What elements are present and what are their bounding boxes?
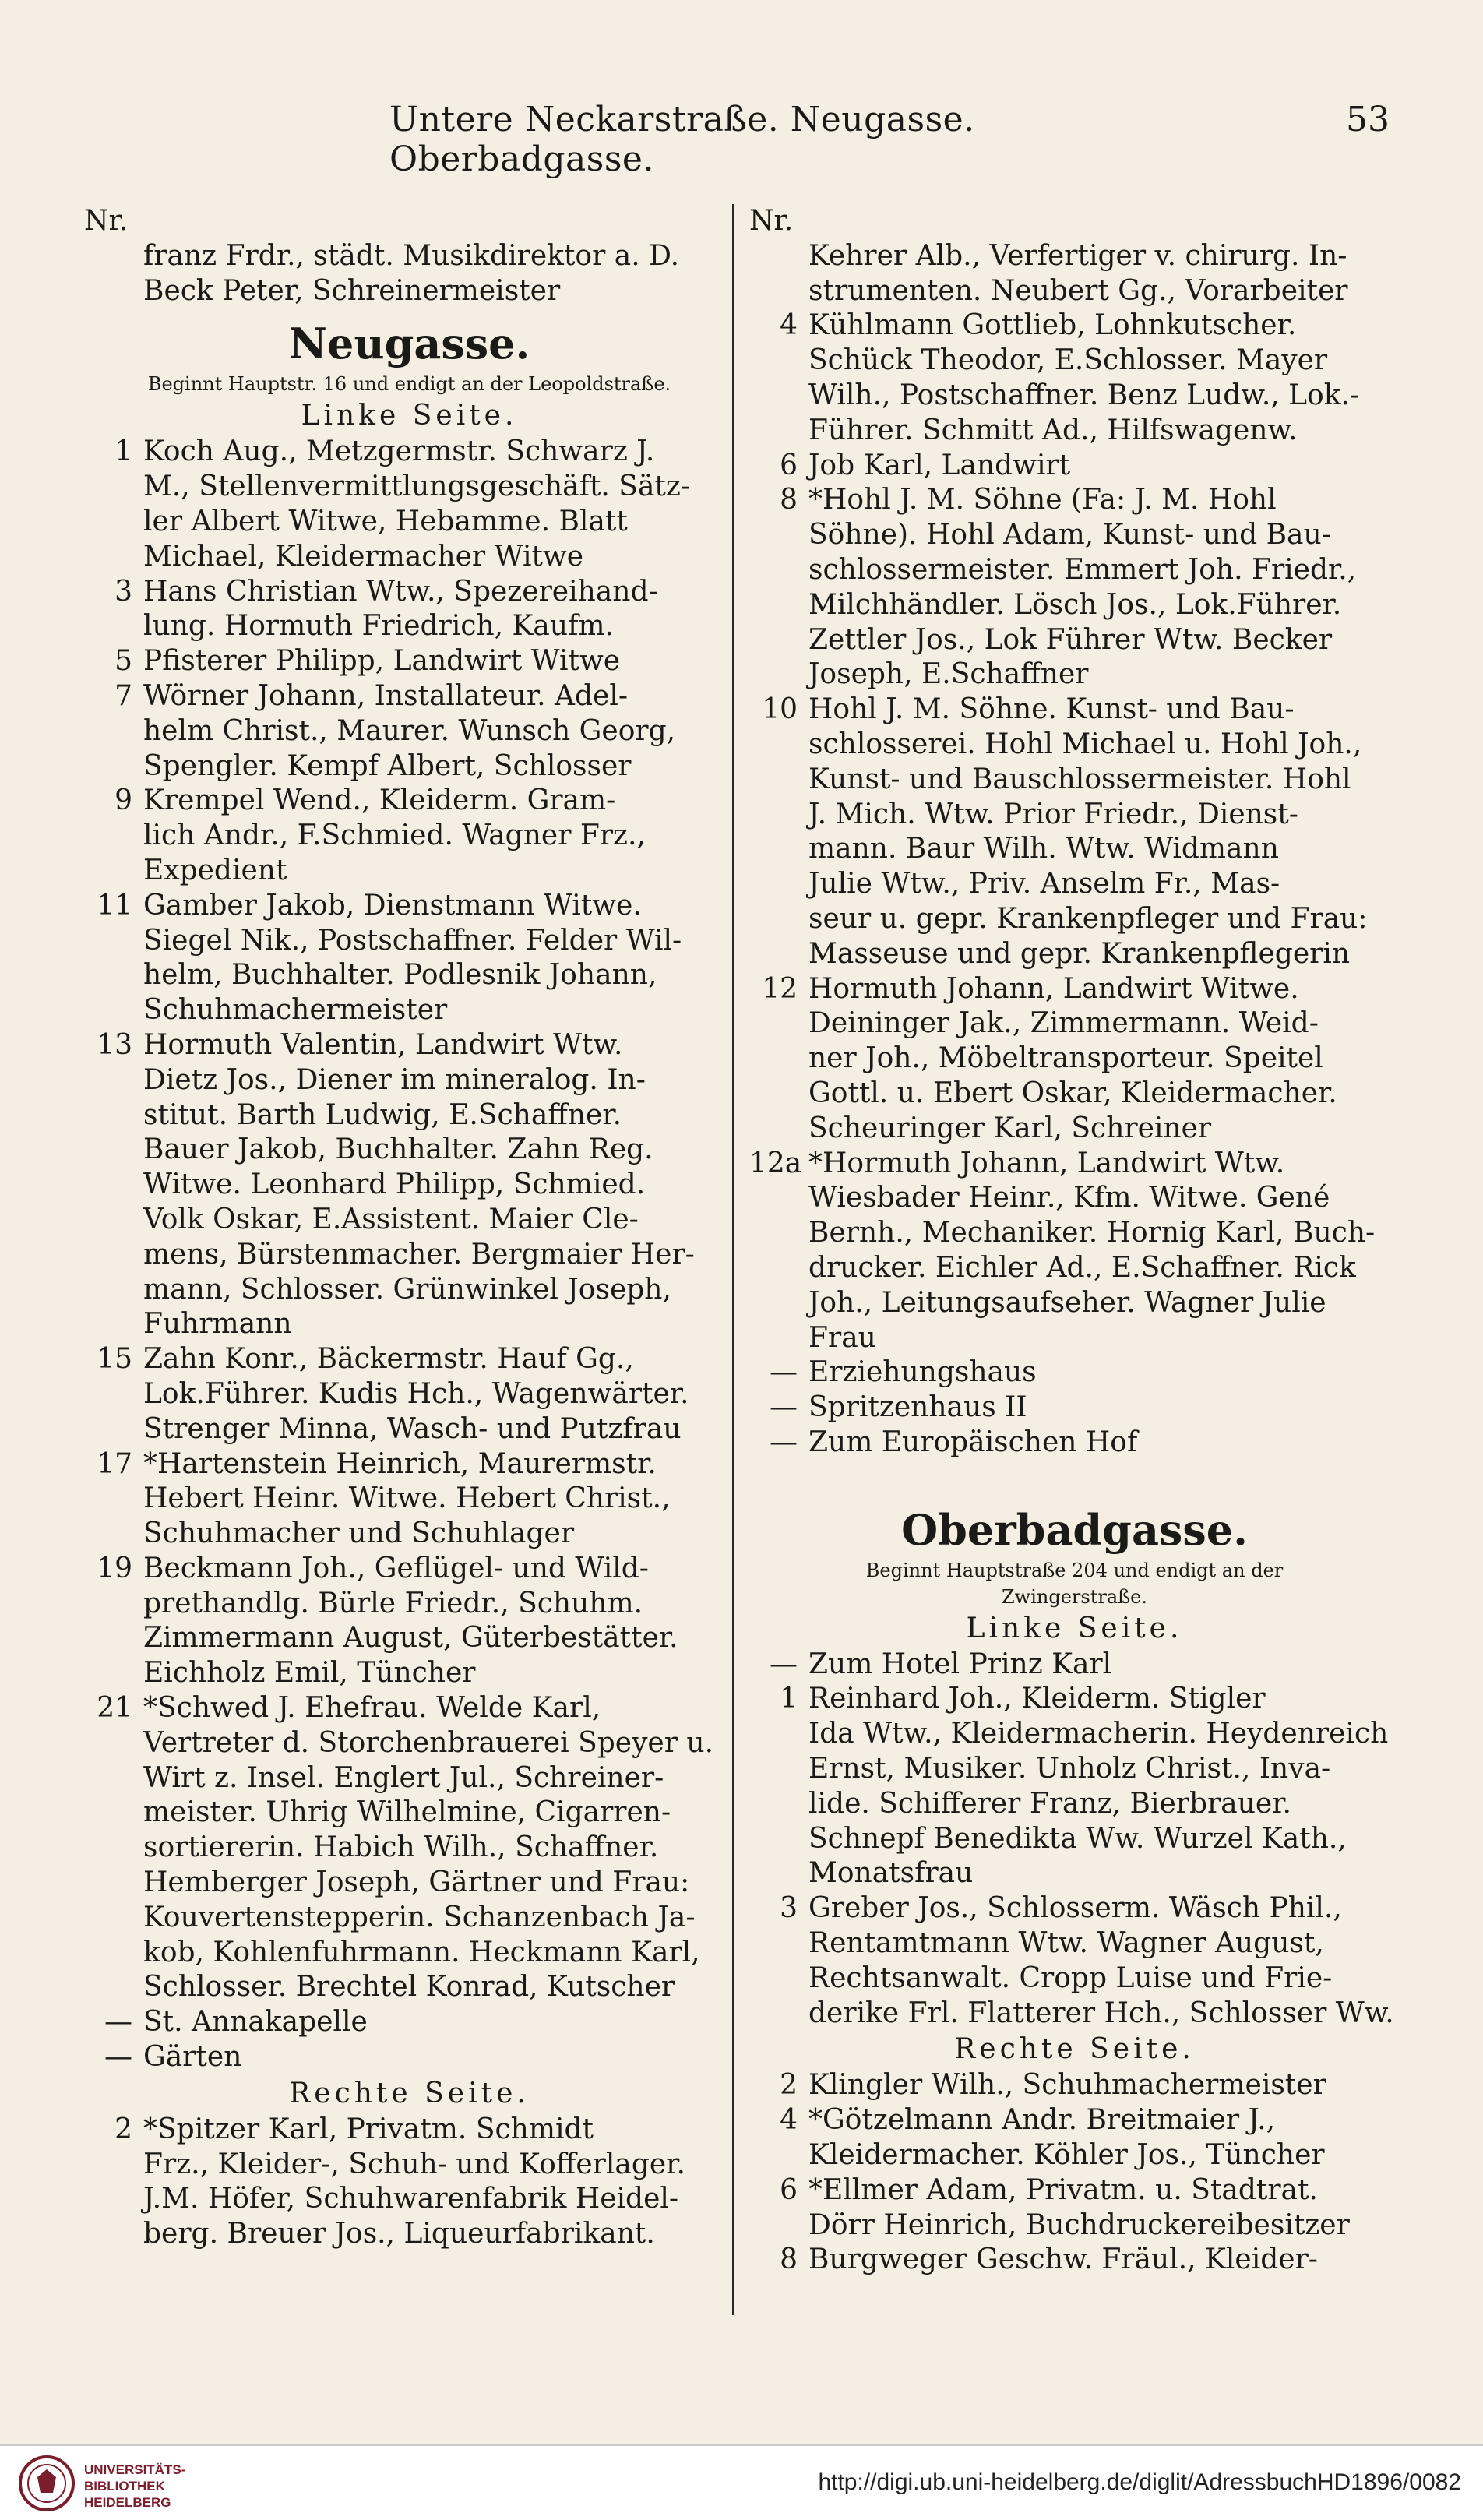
directory-entry bbox=[749, 2103, 1400, 2173]
entry-text: *Hohl J. M. Söhne (Fa: J. M. Hohl bbox=[808, 484, 1277, 516]
spacer bbox=[749, 1461, 1400, 1495]
text-line: Beck Peter, Schreinermeister bbox=[143, 274, 561, 307]
directory-entry bbox=[749, 972, 1400, 1147]
entry-line bbox=[749, 1926, 1400, 1961]
entry-line bbox=[84, 1238, 734, 1273]
entry-line bbox=[84, 2040, 734, 2075]
house-number: 12 bbox=[762, 972, 798, 1005]
entry-text: J.M. Höfer, Schuhwarenfabrik Heidel- bbox=[143, 2183, 679, 2215]
entry-text: Reinhard Joh., Kleiderm. Stigler bbox=[808, 1683, 1266, 1715]
entry-text: Spritzenhaus II bbox=[808, 1391, 1027, 1424]
entry-text: Schnepf Benedikta Ww. Wurzel Kath., bbox=[808, 1822, 1347, 1855]
entry-line bbox=[749, 867, 1400, 902]
entry-text: lich Andr., F.Schmied. Wagner Frz., bbox=[143, 819, 646, 852]
house-number: 2 bbox=[780, 2069, 798, 2102]
side-heading-right: Rechte Seite. bbox=[954, 2033, 1195, 2066]
entry-line bbox=[749, 1006, 1400, 1041]
entry-line bbox=[749, 1961, 1400, 1997]
entry-line bbox=[749, 1216, 1400, 1251]
entry-text: Zimmermann August, Güterbestätter. bbox=[143, 1622, 678, 1655]
entry-text: Greber Jos., Schlosserm. Wäsch Phil., bbox=[808, 1892, 1342, 1925]
directory-entry bbox=[84, 1342, 734, 1447]
entry-line bbox=[749, 2208, 1400, 2243]
entry-text: Gärten bbox=[143, 2041, 242, 2074]
entry-text: Kouvertenstepperin. Schanzenbach Ja- bbox=[143, 1901, 696, 1933]
entry-line bbox=[749, 1891, 1400, 1926]
entry-line bbox=[749, 1077, 1400, 1112]
entry-line bbox=[84, 993, 734, 1028]
running-title: Untere Neckarstraße. Neugasse. Oberbadgasse. bbox=[389, 100, 975, 179]
entry-line bbox=[749, 1717, 1400, 1752]
library-line-3: HEIDELBERG bbox=[84, 2495, 171, 2510]
entry-line bbox=[84, 1203, 734, 1238]
entry-text: schlossermeister. Emmert Joh. Friedr., bbox=[808, 553, 1357, 586]
house-number: — bbox=[104, 2006, 132, 2039]
entry-text: Krempel Wend., Kleiderm. Gram- bbox=[143, 784, 616, 817]
entry-text: Dietz Jos., Diener im mineralog. In- bbox=[143, 1063, 646, 1096]
entry-text: berg. Breuer Jos., Liqueurfabrikant. bbox=[143, 2218, 655, 2250]
entry-line bbox=[749, 1355, 1400, 1390]
entry-text: Hemberger Joseph, Gärtner und Frau: bbox=[143, 1866, 690, 1899]
directory-entry bbox=[749, 2173, 1400, 2243]
entry-line bbox=[84, 2005, 734, 2040]
entry-text: Klingler Wilh., Schuhmachermeister bbox=[808, 2069, 1326, 2102]
entry-text: Burgweger Geschw. Fräul., Kleider- bbox=[808, 2243, 1318, 2276]
continuation-block bbox=[749, 239, 1400, 309]
directory-entry bbox=[84, 784, 734, 888]
entry-line bbox=[84, 609, 734, 644]
entry-text: Zahn Konr., Bäckermstr. Hauf Gg., bbox=[143, 1343, 634, 1376]
street-note-oberbadgasse-1: Beginnt Hauptstraße 204 und endigt an der bbox=[865, 1559, 1284, 1581]
entry-line bbox=[749, 832, 1400, 867]
house-number: 15 bbox=[97, 1343, 132, 1376]
entry-line bbox=[749, 1390, 1400, 1426]
entry-text: Deininger Jak., Zimmermann. Weid- bbox=[808, 1007, 1319, 1040]
entry-text: Hormuth Valentin, Landwirt Wtw. bbox=[143, 1028, 623, 1061]
entry-text: Joseph, E.Schaffner bbox=[808, 658, 1089, 691]
entry-text: Ida Wtw., Kleidermacherin. Heydenreich bbox=[808, 1718, 1389, 1750]
entries-neugasse-right bbox=[84, 2113, 734, 2252]
entry-text: Bauer Jakob, Buchhalter. Zahn Reg. bbox=[143, 1133, 653, 1166]
entry-text: J. Mich. Wtw. Prior Friedr., Dienst- bbox=[808, 798, 1298, 830]
house-number: 3 bbox=[114, 575, 132, 608]
entry-line bbox=[84, 1936, 734, 1971]
entry-line bbox=[84, 819, 734, 854]
entry-text: Bernh., Mechaniker. Hornig Karl, Buch- bbox=[808, 1217, 1376, 1249]
entry-line bbox=[749, 1682, 1400, 1717]
entry-line bbox=[84, 1028, 734, 1063]
entry-text: Beckmann Joh., Geflügel- und Wild- bbox=[143, 1552, 649, 1584]
entry-line bbox=[84, 1970, 734, 2005]
entry-text: mann. Baur Wilh. Wtw. Widmann bbox=[808, 833, 1279, 865]
university-seal-icon[interactable] bbox=[17, 2454, 76, 2513]
entry-line bbox=[749, 2138, 1400, 2173]
entry-text: Lok.Führer. Kudis Hch., Wagenwärter. bbox=[143, 1377, 689, 1410]
directory-entry bbox=[749, 483, 1400, 693]
house-number: 21 bbox=[97, 1692, 132, 1725]
library-name[interactable] bbox=[84, 2462, 185, 2511]
entry-text: Job Karl, Landwirt bbox=[808, 449, 1071, 481]
entry-text: Expedient bbox=[143, 854, 287, 886]
side-heading-left: Linke Seite. bbox=[966, 1612, 1183, 1644]
entry-line bbox=[84, 1168, 734, 1203]
directory-entry bbox=[749, 2243, 1400, 2278]
entry-line bbox=[749, 588, 1400, 623]
entry-line bbox=[84, 1447, 734, 1482]
entry-text: Hans Christian Wtw., Spezereihand- bbox=[143, 575, 658, 608]
entry-text: Witwe. Leonhard Philipp, Schmied. bbox=[143, 1168, 646, 1201]
directory-entry bbox=[84, 435, 734, 574]
directory-entry bbox=[84, 575, 734, 645]
entry-text: meister. Uhrig Wilhelmine, Cigarren- bbox=[143, 1796, 671, 1829]
entry-text: Milchhändler. Lösch Jos., Lok.Führer. bbox=[808, 588, 1342, 621]
entry-line bbox=[749, 902, 1400, 937]
footer-bar bbox=[0, 2446, 1483, 2520]
entry-line bbox=[84, 714, 734, 749]
entry-line bbox=[84, 540, 734, 575]
entry-text: Vertreter d. Storchenbrauerei Speyer u. bbox=[143, 1726, 714, 1759]
entry-line bbox=[749, 2068, 1400, 2103]
entry-text: Schlosser. Brechtel Konrad, Kutscher bbox=[143, 1971, 675, 2004]
entry-text: Michael, Kleidermacher Witwe bbox=[143, 540, 584, 573]
entry-line bbox=[84, 1482, 734, 1517]
entry-line bbox=[84, 1691, 734, 1726]
left-column bbox=[84, 204, 734, 2323]
directory-entry bbox=[84, 1552, 734, 1691]
house-number: 1 bbox=[780, 1683, 798, 1715]
entry-text: Spengler. Kempf Albert, Schlosser bbox=[143, 749, 632, 782]
text-line: Kehrer Alb., Verfertiger v. chirurg. In- bbox=[808, 239, 1347, 272]
entry-text: St. Annakapelle bbox=[143, 2006, 368, 2039]
entry-text: Monatsfrau bbox=[808, 1857, 974, 1890]
entry-text: helm, Buchhalter. Podlesnik Johann, bbox=[143, 959, 657, 992]
entry-text: Julie Wtw., Priv. Anselm Fr., Mas- bbox=[808, 868, 1280, 901]
house-number: 8 bbox=[780, 2243, 798, 2276]
directory-entry bbox=[84, 1447, 734, 1552]
entry-text: *Spitzer Karl, Privatm. Schmidt bbox=[143, 2113, 594, 2145]
house-number: 6 bbox=[780, 2173, 798, 2206]
entry-line bbox=[84, 1796, 734, 1831]
library-line-1: UNIVERSITÄTS- bbox=[84, 2462, 186, 2477]
house-number: 10 bbox=[762, 693, 798, 726]
entry-line bbox=[84, 1621, 734, 1656]
entry-line bbox=[84, 2182, 734, 2217]
entry-line bbox=[749, 972, 1400, 1007]
entry-text: Kunst- und Bauschlossermeister. Hohl bbox=[808, 763, 1351, 795]
house-number: 9 bbox=[114, 784, 132, 817]
entry-text: Hohl J. M. Söhne. Kunst- und Bau- bbox=[808, 693, 1295, 726]
entry-line bbox=[749, 379, 1400, 414]
entries-neugasse-left bbox=[84, 435, 734, 2074]
house-number: 2 bbox=[114, 2113, 132, 2145]
entry-text: helm Christ., Maurer. Wunsch Georg, bbox=[143, 714, 676, 747]
house-number: 4 bbox=[780, 2104, 798, 2137]
entry-line bbox=[84, 1063, 734, 1098]
entry-text: Siegel Nik., Postschaffner. Felder Wil- bbox=[143, 924, 682, 957]
source-url-link[interactable]: http://digi.ub.uni-heidelberg.de/diglit/AdressbuchHD1896/0082 bbox=[818, 2469, 1461, 2495]
entry-line bbox=[749, 1787, 1400, 1822]
directory-entry bbox=[749, 1147, 1400, 1356]
directory-entry bbox=[749, 693, 1400, 971]
entry-text: Schück Theodor, E.Schlosser. Mayer bbox=[808, 344, 1328, 377]
entry-line bbox=[84, 854, 734, 889]
entry-text: Zum Europäischen Hof bbox=[808, 1426, 1138, 1458]
entry-text: ner Joh., Möbeltransporteur. Speitel bbox=[808, 1042, 1323, 1075]
entry-line bbox=[84, 889, 734, 924]
entry-line bbox=[84, 924, 734, 959]
entry-line bbox=[84, 1342, 734, 1377]
entry-text: Joh., Leitungsaufseher. Wagner Julie bbox=[808, 1286, 1326, 1319]
directory-entry bbox=[749, 1355, 1400, 1390]
entry-line bbox=[749, 2103, 1400, 2138]
entry-line bbox=[84, 749, 734, 784]
entry-line bbox=[84, 679, 734, 714]
entry-line bbox=[84, 1831, 734, 1866]
entry-line bbox=[749, 414, 1400, 449]
right-column bbox=[749, 204, 1400, 2323]
entry-line bbox=[749, 1181, 1400, 1216]
entry-line bbox=[84, 575, 734, 610]
entry-text: Wiesbader Heinr., Kfm. Witwe. Gené bbox=[808, 1182, 1330, 1214]
entry-text: prethandlg. Bürle Friedr., Schuhm. bbox=[143, 1587, 643, 1619]
entry-text: Gamber Jakob, Dienstmann Witwe. bbox=[143, 889, 642, 922]
street-note-neugasse: Beginnt Hauptstr. 16 und endigt an der Leopoldstraße. bbox=[147, 373, 671, 396]
entry-text: *Ellmer Adam, Privatm. u. Stadtrat. bbox=[808, 2173, 1318, 2206]
text-line: strumenten. Neubert Gg., Vorarbeiter bbox=[808, 274, 1348, 307]
entry-text: Kühlmann Gottlieb, Lohnkutscher. bbox=[808, 309, 1297, 342]
entry-line bbox=[749, 1147, 1400, 1182]
entry-text: drucker. Eichler Ad., E.Schaffner. Rick bbox=[808, 1251, 1356, 1284]
entry-line bbox=[749, 623, 1400, 658]
entry-line bbox=[749, 1648, 1400, 1683]
entry-line bbox=[749, 553, 1400, 588]
text-line: franz Frdr., städt. Musikdirektor a. D. bbox=[143, 239, 680, 272]
house-number: 12a bbox=[749, 1147, 802, 1179]
entry-text: Wirt z. Insel. Englert Jul., Schreiner- bbox=[143, 1761, 664, 1794]
entry-line bbox=[749, 1041, 1400, 1077]
entry-text: Masseuse und gepr. Krankenpflegerin bbox=[808, 937, 1351, 970]
entry-text: Kleidermacher. Köhler Jos., Tüncher bbox=[808, 2139, 1325, 2172]
entry-line bbox=[84, 1866, 734, 1901]
entry-line bbox=[749, 693, 1400, 728]
entry-text: seur u. gepr. Krankenpfleger und Frau: bbox=[808, 902, 1368, 935]
entry-line bbox=[749, 2173, 1400, 2208]
entry-line bbox=[84, 1133, 734, 1168]
entry-text: *Schwed J. Ehefrau. Welde Karl, bbox=[143, 1692, 601, 1725]
entry-line bbox=[84, 1412, 734, 1447]
street-note-oberbadgasse-2: Zwingerstraße. bbox=[1002, 1585, 1147, 1608]
directory-entry bbox=[749, 1648, 1400, 1683]
entry-text: lung. Hormuth Friedrich, Kaufm. bbox=[143, 610, 614, 643]
entry-text: Schuhmachermeister bbox=[143, 994, 448, 1027]
house-number: 7 bbox=[114, 679, 132, 712]
directory-entry bbox=[84, 1028, 734, 1342]
entry-text: Erziehungshaus bbox=[808, 1356, 1037, 1389]
entry-line bbox=[749, 1822, 1400, 1857]
entry-line bbox=[749, 1752, 1400, 1787]
entry-text: Ernst, Musiker. Unholz Christ., Inva- bbox=[808, 1753, 1331, 1785]
directory-entry bbox=[749, 449, 1400, 484]
entry-text: *Hormuth Johann, Landwirt Wtw. bbox=[808, 1147, 1285, 1179]
nr-label: Nr. bbox=[84, 205, 129, 237]
directory-entry bbox=[84, 2113, 734, 2252]
entry-text: Frau bbox=[808, 1321, 876, 1354]
entry-text: Dörr Heinrich, Buchdruckereibesitzer bbox=[808, 2208, 1350, 2241]
entry-text: Wörner Johann, Installateur. Adel- bbox=[143, 679, 629, 712]
house-number: — bbox=[770, 1426, 798, 1458]
entry-text: stitut. Barth Ludwig, E.Schaffner. bbox=[143, 1098, 622, 1131]
entry-line bbox=[84, 505, 734, 540]
house-number: 19 bbox=[97, 1552, 132, 1584]
house-number: — bbox=[770, 1391, 798, 1424]
entry-line bbox=[84, 470, 734, 505]
entry-line bbox=[749, 798, 1400, 833]
house-number: 17 bbox=[97, 1447, 132, 1480]
house-number: 13 bbox=[97, 1028, 132, 1061]
house-number: 1 bbox=[114, 435, 132, 468]
entry-line bbox=[84, 2148, 734, 2183]
entry-line bbox=[84, 1517, 734, 1552]
directory-entry bbox=[84, 1691, 734, 2005]
entry-line bbox=[84, 435, 734, 470]
entry-line bbox=[84, 2217, 734, 2252]
page-number: 53 bbox=[1346, 100, 1390, 139]
entry-line bbox=[749, 1251, 1400, 1286]
entry-text: kob, Kohlenfuhrmann. Heckmann Karl, bbox=[143, 1936, 700, 1968]
directory-entry bbox=[84, 2040, 734, 2075]
entry-line bbox=[749, 1286, 1400, 1321]
entry-line bbox=[84, 1587, 734, 1622]
street-title-neugasse: Neugasse. bbox=[288, 319, 530, 369]
entry-line bbox=[749, 1856, 1400, 1891]
entry-line bbox=[84, 1901, 734, 1936]
entry-line bbox=[84, 2113, 734, 2148]
entry-text: schlosserei. Hohl Michael u. Hohl Joh., bbox=[808, 728, 1362, 760]
entry-text: sortiererin. Habich Wilh., Schaffner. bbox=[143, 1831, 659, 1864]
entry-line bbox=[749, 344, 1400, 379]
entry-line bbox=[84, 1273, 734, 1308]
entry-line bbox=[749, 1426, 1400, 1461]
directory-entry bbox=[84, 644, 734, 679]
entry-text: Hormuth Johann, Landwirt Witwe. bbox=[808, 972, 1299, 1005]
entry-line bbox=[749, 308, 1400, 344]
directory-entry bbox=[749, 1682, 1400, 1891]
side-heading-right: Rechte Seite. bbox=[289, 2077, 530, 2109]
entry-line bbox=[84, 644, 734, 679]
entry-line bbox=[84, 784, 734, 819]
entry-text: mens, Bürstenmacher. Bergmaier Her- bbox=[143, 1238, 695, 1271]
directory-entry bbox=[749, 1390, 1400, 1426]
entry-text: derike Frl. Flatterer Hch., Schlosser Ww. bbox=[808, 1997, 1394, 2029]
entry-line bbox=[749, 449, 1400, 484]
continuation-block bbox=[84, 239, 734, 309]
entry-line bbox=[84, 1377, 734, 1412]
entry-line bbox=[84, 1726, 734, 1761]
entry-line bbox=[749, 518, 1400, 553]
directory-entry bbox=[84, 679, 734, 784]
entry-line bbox=[84, 1656, 734, 1691]
entry-line bbox=[84, 958, 734, 993]
street-title-oberbadgasse: Oberbadgasse. bbox=[901, 1504, 1248, 1555]
entries-oberbadgasse-right bbox=[749, 2068, 1400, 2278]
entry-text: Strenger Minna, Wasch- und Putzfrau bbox=[143, 1412, 682, 1445]
entry-text: Führer. Schmitt Ad., Hilfswagenw. bbox=[808, 414, 1298, 446]
entry-text: Frz., Kleider-, Schuh- und Kofferlager. bbox=[143, 2148, 685, 2180]
column-divider bbox=[732, 204, 734, 2315]
entry-text: Rentamtmann Wtw. Wagner August, bbox=[808, 1927, 1324, 1960]
entry-text: Wilh., Postschaffner. Benz Ludw., Lok.- bbox=[808, 379, 1360, 411]
entry-text: Scheuringer Karl, Schreiner bbox=[808, 1112, 1212, 1144]
house-number: — bbox=[770, 1648, 798, 1680]
entry-text: Gottl. u. Ebert Oskar, Kleidermacher. bbox=[808, 1077, 1337, 1109]
house-number: 4 bbox=[780, 309, 798, 342]
entry-text: Hebert Heinr. Witwe. Hebert Christ., bbox=[143, 1482, 671, 1515]
entry-text: Fuhrmann bbox=[143, 1308, 292, 1341]
entry-line bbox=[749, 657, 1400, 693]
side-heading-left: Linke Seite. bbox=[301, 400, 518, 432]
entry-text: Rechtsanwalt. Cropp Luise und Frie- bbox=[808, 1961, 1333, 1994]
entry-line bbox=[749, 1321, 1400, 1356]
house-number: 5 bbox=[114, 645, 132, 678]
entry-text: Pfisterer Philipp, Landwirt Witwe bbox=[143, 645, 621, 678]
entry-line bbox=[749, 937, 1400, 972]
library-line-2: BIBLIOTHEK bbox=[84, 2479, 165, 2494]
entry-text: ler Albert Witwe, Hebamme. Blatt bbox=[143, 505, 628, 537]
entry-text: *Götzelmann Andr. Breitmaier J., bbox=[808, 2104, 1276, 2137]
entry-line bbox=[749, 763, 1400, 798]
nr-label: Nr. bbox=[749, 205, 794, 237]
entry-text: Schuhmacher und Schuhlager bbox=[143, 1517, 575, 1550]
entry-text: Volk Oskar, E.Assistent. Maier Cle- bbox=[143, 1203, 639, 1235]
directory-entry bbox=[749, 1426, 1400, 1461]
house-number: 6 bbox=[780, 449, 798, 481]
entry-text: Koch Aug., Metzgermstr. Schwarz J. bbox=[143, 435, 655, 468]
entry-text: M., Stellenvermittlungsgeschäft. Sätz- bbox=[143, 471, 691, 503]
entry-text: lide. Schifferer Franz, Bierbrauer. bbox=[808, 1787, 1291, 1820]
house-number: — bbox=[770, 1356, 798, 1389]
entry-text: Zettler Jos., Lok Führer Wtw. Becker bbox=[808, 623, 1333, 656]
entry-line bbox=[749, 1112, 1400, 1147]
entry-line bbox=[84, 1307, 734, 1342]
entry-line bbox=[749, 1997, 1400, 2032]
entry-text: mann, Schlosser. Grünwinkel Joseph, bbox=[143, 1273, 671, 1306]
running-head bbox=[0, 92, 1483, 179]
directory-entry bbox=[84, 889, 734, 1028]
entry-text: Zum Hotel Prinz Karl bbox=[808, 1648, 1112, 1680]
directory-entry bbox=[749, 1891, 1400, 2031]
entry-text: Söhne). Hohl Adam, Kunst- und Bau- bbox=[808, 519, 1331, 552]
entries-neugasse-right-cont bbox=[749, 308, 1400, 1460]
house-number: — bbox=[104, 2041, 132, 2074]
house-number: 11 bbox=[97, 889, 132, 922]
directory-entry bbox=[84, 2005, 734, 2040]
entry-text: *Hartenstein Heinrich, Maurermstr. bbox=[143, 1447, 657, 1480]
house-number: 8 bbox=[780, 484, 798, 516]
entry-line bbox=[84, 1098, 734, 1133]
entry-line bbox=[749, 728, 1400, 763]
directory-entry bbox=[749, 308, 1400, 448]
entry-line bbox=[84, 1761, 734, 1796]
entry-text: Eichholz Emil, Tüncher bbox=[143, 1657, 476, 1690]
house-number: 3 bbox=[780, 1892, 798, 1925]
entry-line bbox=[84, 1552, 734, 1587]
entry-line bbox=[749, 483, 1400, 518]
entry-line bbox=[749, 2243, 1400, 2278]
entries-oberbadgasse-left bbox=[749, 1648, 1400, 2032]
directory-entry bbox=[749, 2068, 1400, 2103]
